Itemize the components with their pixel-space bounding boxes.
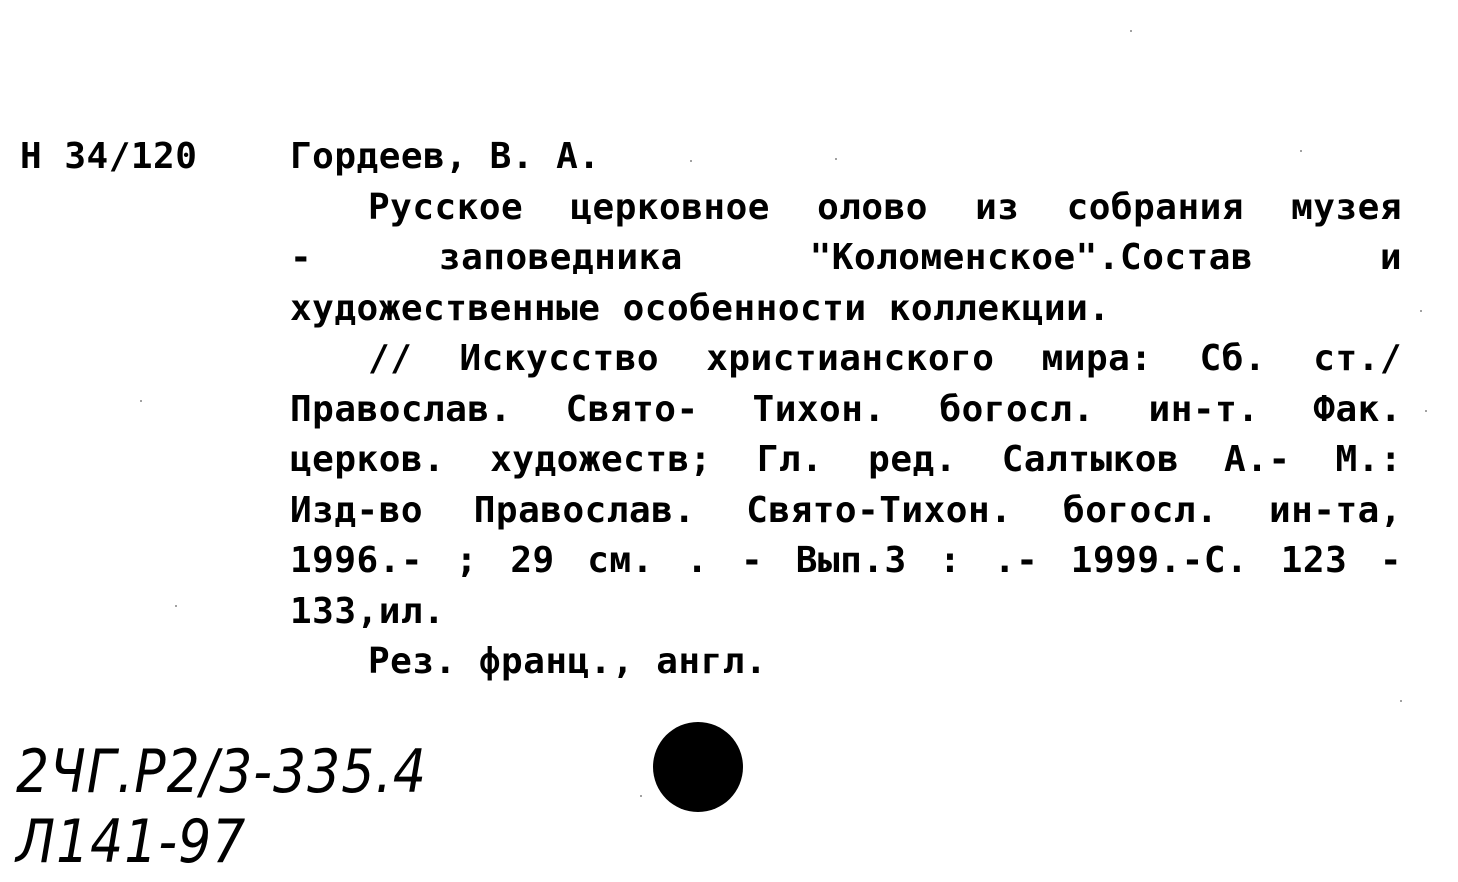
scan-speck — [690, 160, 692, 162]
summary-note: Рез. франц., англ. — [368, 641, 768, 682]
source-line-4: Изд-во Православ. Свято-Тихон. богосл. ин-та, — [290, 489, 1402, 531]
source-line-5: 1996.- ; 29 см. . - Вып.3 : .- 1999.-С. 123 - — [290, 540, 1402, 581]
source-line-6: 133,ил. — [290, 590, 446, 632]
author-heading: Гордеев, В. А. — [290, 136, 601, 177]
card-punch-hole — [653, 722, 743, 812]
title-line-2: - заповедника "Коломенское".Состав и — [290, 237, 1402, 278]
scan-speck — [175, 605, 177, 607]
source-line-3: церков. художеств; Гл. ред. Салтыков А.- М.: — [290, 439, 1402, 480]
scan-speck — [1425, 410, 1427, 412]
title-line-1: Русское церковное олово из собрания музея — [368, 186, 1402, 228]
handwritten-registration-code: Л141-97 — [16, 808, 247, 877]
scan-speck — [140, 400, 142, 402]
scan-speck — [1420, 310, 1422, 312]
source-line-2: Православ. Свято- Тихон. богосл. ин-т. Фак. — [290, 388, 1402, 430]
shelfmark: Н 34/120 — [20, 136, 198, 177]
bibliographic-entry — [290, 132, 1402, 688]
scan-speck — [835, 158, 837, 160]
source-line-1: // Искусство христианского мира: Сб. ст./ — [368, 338, 1402, 379]
handwritten-classification-code: 2ЧГ.Р2/3-335.4 — [16, 738, 427, 807]
scan-speck — [1130, 30, 1132, 32]
title-line-3: художественные особенности коллекции. — [290, 287, 1111, 329]
scan-speck — [1300, 150, 1302, 152]
scan-speck — [640, 795, 642, 797]
scan-speck — [1400, 700, 1402, 702]
